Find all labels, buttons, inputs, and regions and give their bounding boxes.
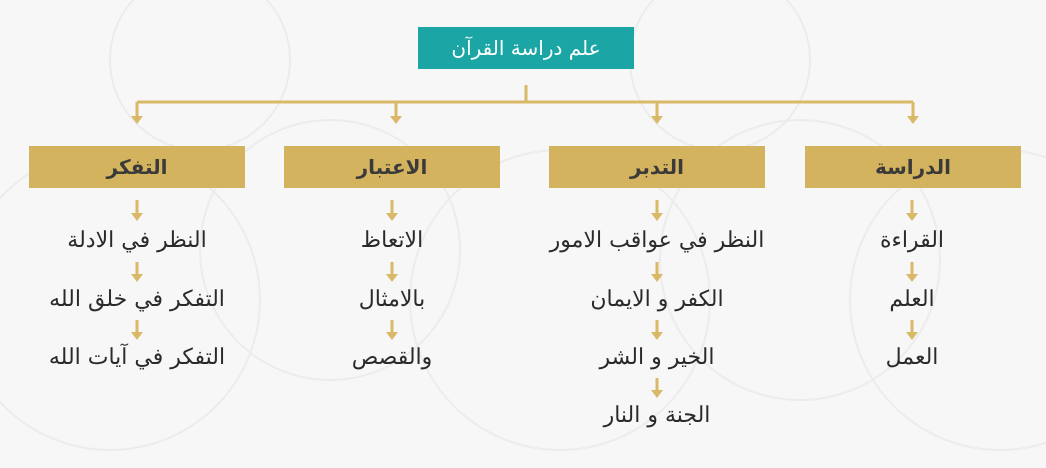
list-item: والقصص bbox=[351, 345, 433, 370]
list-item: الجنة و النار bbox=[603, 403, 711, 428]
list-item: التفكر في آيات الله bbox=[48, 345, 226, 370]
list-item: العلم bbox=[889, 287, 935, 312]
root-node: علم دراسة القرآن bbox=[418, 27, 634, 69]
category-tadabbur: التدبر bbox=[549, 146, 765, 188]
list-item: النظر في عواقب الامور bbox=[549, 228, 765, 253]
list-item: الخير و الشر bbox=[599, 345, 715, 370]
list-item: العمل bbox=[885, 345, 939, 370]
category-dirasa: الدراسة bbox=[805, 146, 1021, 188]
list-item: بالامثال bbox=[358, 287, 426, 312]
list-item: القراءة bbox=[879, 228, 945, 253]
list-item: النظر في الادلة bbox=[67, 228, 207, 253]
category-itibar: الاعتبار bbox=[284, 146, 500, 188]
list-item: الاتعاظ bbox=[360, 228, 424, 253]
list-item: الكفر و الايمان bbox=[590, 287, 724, 312]
list-item: التفكر في خلق الله bbox=[49, 287, 225, 312]
category-tafakkur: التفكر bbox=[29, 146, 245, 188]
